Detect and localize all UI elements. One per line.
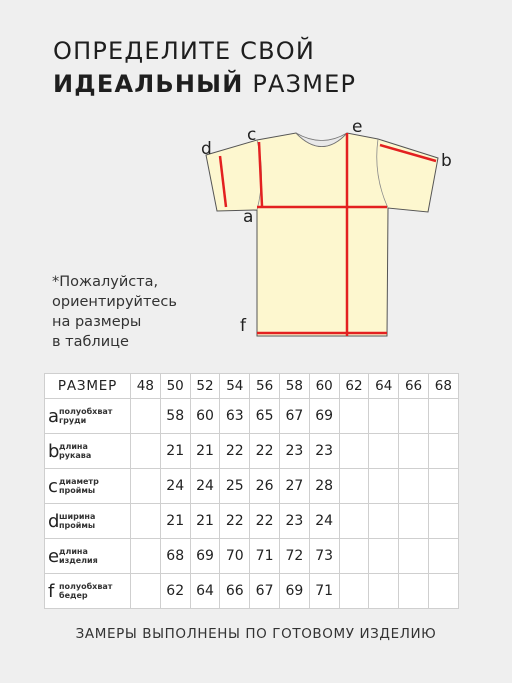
table-cell: 22	[220, 434, 250, 469]
table-cell	[339, 504, 369, 539]
table-cell	[428, 469, 458, 504]
row-desc-line1: диаметр	[59, 477, 99, 486]
size-note	[52, 272, 177, 352]
table-row	[45, 399, 459, 434]
table-row	[45, 539, 459, 574]
table-cell: 71	[309, 574, 339, 609]
table-cell: 63	[220, 399, 250, 434]
table-cell	[428, 434, 458, 469]
table-cell	[399, 574, 429, 609]
table-row	[45, 469, 459, 504]
table-cell: 22	[220, 504, 250, 539]
table-cell	[339, 434, 369, 469]
row-description	[59, 407, 112, 425]
size-header-label: РАЗМЕР	[45, 374, 131, 399]
size-header-cell: 50	[160, 374, 190, 399]
row-label	[45, 574, 131, 609]
table-cell: 22	[250, 434, 280, 469]
table-cell	[369, 434, 399, 469]
title-bold-word: ИДЕАЛЬНЫЙ	[53, 70, 244, 98]
table-cell: 22	[250, 504, 280, 539]
table-cell: 58	[160, 399, 190, 434]
row-label	[45, 399, 131, 434]
table-cell: 23	[309, 434, 339, 469]
diagram-label-e: e	[352, 117, 363, 137]
table-cell	[399, 504, 429, 539]
table-cell: 21	[160, 434, 190, 469]
row-letter: f	[48, 580, 55, 602]
size-header-cell: 62	[339, 374, 369, 399]
size-header-cell: 64	[369, 374, 399, 399]
row-description	[59, 512, 95, 530]
size-table	[44, 373, 459, 609]
row-letter: e	[48, 545, 60, 567]
size-header-cell: 56	[250, 374, 280, 399]
table-cell: 25	[220, 469, 250, 504]
table-cell: 67	[250, 574, 280, 609]
row-description	[59, 477, 99, 495]
table-cell: 69	[279, 574, 309, 609]
row-desc-line2: проймы	[59, 486, 96, 495]
table-cell: 24	[309, 504, 339, 539]
row-letter: c	[48, 475, 58, 497]
size-header-cell: 48	[131, 374, 161, 399]
table-cell: 28	[309, 469, 339, 504]
row-desc-line1: полуобхват	[59, 407, 113, 416]
table-cell	[131, 574, 161, 609]
table-cell	[131, 504, 161, 539]
table-cell	[399, 539, 429, 574]
table-cell: 65	[250, 399, 280, 434]
page-title-line1: ОПРЕДЕЛИТЕ СВОЙ	[53, 37, 316, 65]
row-letter: b	[48, 440, 60, 462]
table-cell: 68	[160, 539, 190, 574]
note-line: в таблице	[52, 334, 129, 350]
table-cell: 26	[250, 469, 280, 504]
diagram-label-a: a	[243, 207, 254, 227]
table-cell	[131, 469, 161, 504]
table-cell: 69	[309, 399, 339, 434]
table-cell: 64	[190, 574, 220, 609]
table-cell	[339, 539, 369, 574]
row-label	[45, 539, 131, 574]
table-cell: 21	[190, 434, 220, 469]
row-label	[45, 504, 131, 539]
table-cell	[369, 469, 399, 504]
size-header-cell: 66	[399, 374, 429, 399]
table-cell: 66	[220, 574, 250, 609]
table-cell: 24	[160, 469, 190, 504]
size-header-cell: 60	[309, 374, 339, 399]
table-cell: 72	[279, 539, 309, 574]
row-desc-line1: длина	[59, 547, 88, 556]
row-desc-line1: полуобхват	[59, 582, 113, 591]
table-row	[45, 574, 459, 609]
table-cell	[369, 539, 399, 574]
footer-note: ЗАМЕРЫ ВЫПОЛНЕНЫ ПО ГОТОВОМУ ИЗДЕЛИЮ	[75, 626, 437, 642]
row-label	[45, 434, 131, 469]
table-cell	[339, 574, 369, 609]
table-cell	[131, 539, 161, 574]
table-cell	[428, 504, 458, 539]
title-rest: РАЗМЕР	[243, 70, 357, 98]
table-cell	[399, 434, 429, 469]
row-letter: a	[48, 405, 60, 427]
row-description	[59, 442, 91, 460]
table-cell: 73	[309, 539, 339, 574]
size-header-cell: 58	[279, 374, 309, 399]
row-label	[45, 469, 131, 504]
table-header-row	[45, 374, 459, 399]
row-desc-line1: длина	[59, 442, 88, 451]
table-cell	[428, 399, 458, 434]
table-cell	[131, 399, 161, 434]
row-letter: d	[48, 510, 60, 532]
row-desc-line2: изделия	[59, 556, 98, 565]
table-cell	[369, 504, 399, 539]
diagram-label-b: b	[441, 151, 452, 171]
table-cell	[339, 399, 369, 434]
row-desc-line2: груди	[59, 416, 87, 425]
table-cell: 69	[190, 539, 220, 574]
tshirt-shape	[206, 133, 438, 336]
table-cell: 24	[190, 469, 220, 504]
note-line: ориентируйтесь	[52, 294, 177, 310]
table-cell: 67	[279, 399, 309, 434]
table-row	[45, 504, 459, 539]
table-cell	[428, 574, 458, 609]
note-line: на размеры	[52, 314, 142, 330]
diagram-label-f: f	[240, 316, 246, 336]
table-cell: 62	[160, 574, 190, 609]
table-cell: 60	[190, 399, 220, 434]
table-cell: 70	[220, 539, 250, 574]
note-line: *Пожалуйста,	[52, 274, 159, 290]
table-cell	[428, 539, 458, 574]
table-cell	[399, 469, 429, 504]
table-cell: 23	[279, 434, 309, 469]
table-cell: 71	[250, 539, 280, 574]
table-cell: 27	[279, 469, 309, 504]
size-header-cell: 54	[220, 374, 250, 399]
table-row	[45, 434, 459, 469]
table-cell	[339, 469, 369, 504]
row-description	[59, 547, 98, 565]
table-cell	[131, 434, 161, 469]
row-description	[59, 582, 112, 600]
table-cell	[369, 574, 399, 609]
table-cell	[369, 399, 399, 434]
row-desc-line2: бедер	[59, 591, 88, 600]
size-header-cell: 68	[428, 374, 458, 399]
size-header-cell: 52	[190, 374, 220, 399]
diagram-label-d: d	[201, 139, 212, 159]
row-desc-line1: ширина	[59, 512, 96, 521]
row-desc-line2: рукава	[59, 451, 92, 460]
diagram-label-c: c	[247, 125, 257, 145]
table-cell: 21	[160, 504, 190, 539]
table-cell: 21	[190, 504, 220, 539]
table-cell	[399, 399, 429, 434]
table-cell: 23	[279, 504, 309, 539]
row-desc-line2: проймы	[59, 521, 96, 530]
